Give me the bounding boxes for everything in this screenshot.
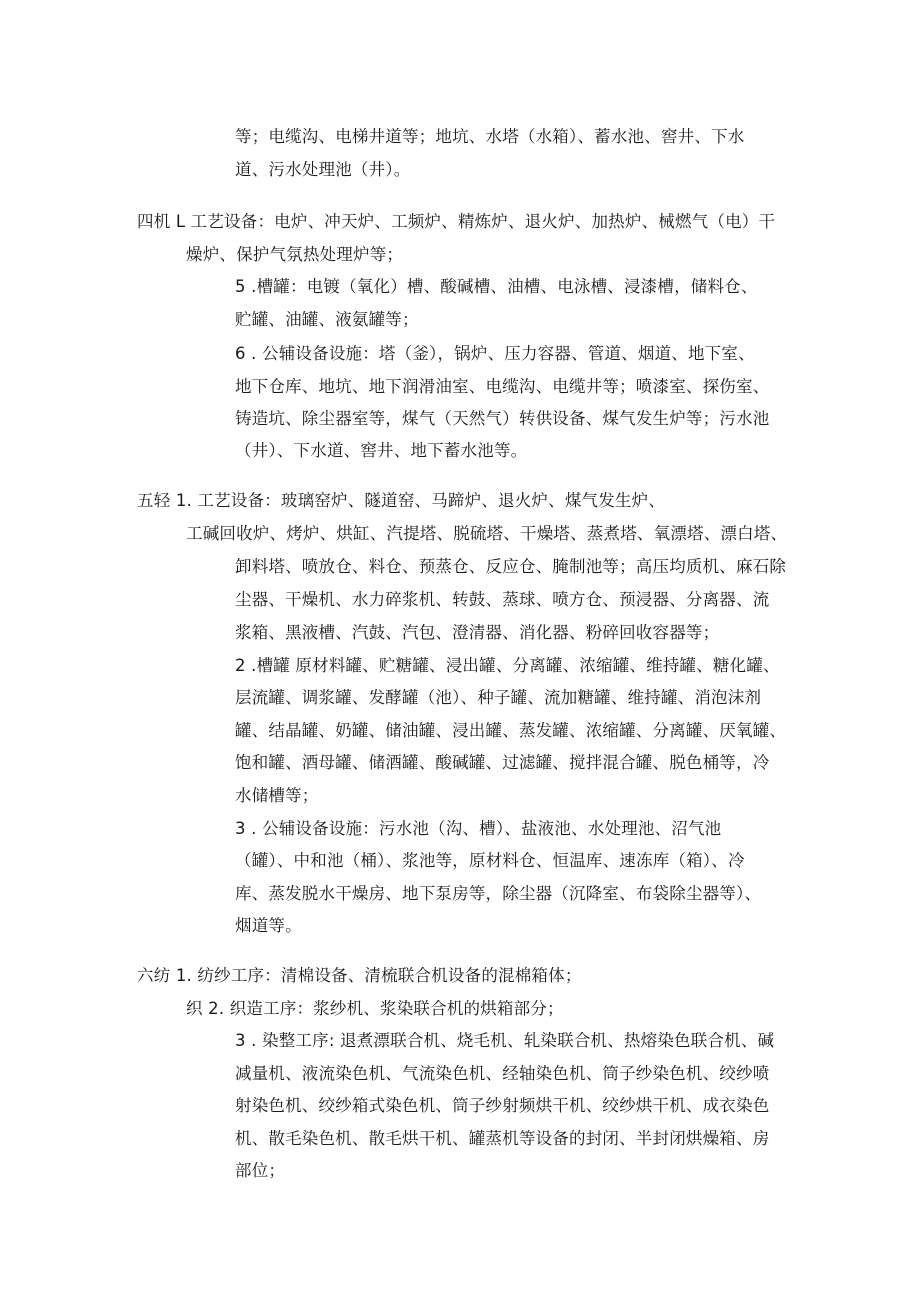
text-line: （罐）、中和池（桶）、浆池等，原材料仓、恒温库、速冻库（箱）、冷 xyxy=(235,851,745,870)
text-line: 浆箱、黑液槽、汽鼓、汽包、澄清器、消化器、粉碎回收容器等； xyxy=(235,623,720,642)
text-line: 层流罐、调浆罐、发酵罐（池）、种子罐、流加糖罐、维持罐、消泡沫剂 xyxy=(235,688,762,707)
text-line: 3 . 染整工序: 退煮漂联合机、烧毛机、轧染联合机、热熔染色联合机、碱 xyxy=(235,1031,775,1050)
text-line: 饱和罐、酒母罐、储酒罐、酸碱罐、过滤罐、搅拌混合罐、脱色桶等，冷 xyxy=(235,753,770,772)
text-line: 工碱回收炉、烤炉、烘缸、汽提塔、脱硫塔、干燥塔、蒸煮塔、氧漂塔、漂白塔、 xyxy=(186,524,788,543)
text-line: 部位； xyxy=(235,1161,286,1180)
text-line: 燥炉、保护气氛热处理炉等； xyxy=(186,245,404,264)
section-heading-line: 五轻 1. 工艺设备：玻璃窑炉、隧道窑、马蹄炉、退火炉、煤气发生炉、 xyxy=(137,491,666,510)
text-line: 3 . 公辅设备设施：污水池（沟、槽）、盐液池、水处理池、沼气池 xyxy=(235,819,722,838)
text-line: 射染色机、绞纱箱式染色机、筒子纱射频烘干机、绞纱烘干机、成衣染色 xyxy=(235,1096,770,1115)
text-line: 库、蒸发脱水干燥房、地下泵房等，除尘器（沉降室、布袋除尘器等）、 xyxy=(235,884,762,903)
text-line: 水储槽等； xyxy=(235,786,319,805)
text-line: （井）、下水道、窖井、地下蓄水池等。 xyxy=(235,441,528,460)
text-line: 烟道等。 xyxy=(235,916,302,935)
text-line: 机、散毛染色机、散毛烘干机、罐蒸机等设备的封闭、半封闭烘燥箱、房 xyxy=(235,1129,770,1148)
text-line: 尘器、干燥机、水力碎浆机、转鼓、蒸球、喷方仓、预浸器、分离器、流 xyxy=(235,590,770,609)
text-line: 卸料塔、喷放仓、料仓、预蒸仓、反应仓、腌制池等；高压均质机、麻石除 xyxy=(235,557,787,576)
text-line: 5 .槽罐：电镀（氧化）槽、酸碱槽、油槽、电泳槽、浸漆槽，储料仓、 xyxy=(235,277,758,296)
section-heading-line: 织 2. 织造工序：浆纱机、浆染联合机的烘箱部分； xyxy=(186,999,564,1018)
text-line: 道、污水处理池（井）。 xyxy=(235,160,411,179)
text-line: 6 . 公辅设备设施：塔（釜），锅炉、压力容器、管道、烟道、地下室、 xyxy=(235,344,755,363)
text-line: 地下仓库、地坑、地下润滑油室、电缆沟、电缆井等；喷漆室、探伤室、 xyxy=(235,377,770,396)
text-line: 铸造坑、除尘器室等，煤气（天然气）转供设备、煤气发生炉等；污水池 xyxy=(235,409,770,428)
section-heading-line: 四机 L 工艺设备：电炉、冲天炉、工频炉、精炼炉、退火炉、加热炉、械燃气（电）干 xyxy=(137,212,776,231)
text-line: 贮罐、油罐、液氨罐等； xyxy=(235,310,419,329)
text-line: 罐、结晶罐、奶罐、储油罐、浸出罐、蒸发罐、浓缩罐、分离罐、厌氧罐、 xyxy=(235,721,787,740)
section-heading-line: 六纺 1. 纺纱工序：清棉设备、清梳联合机设备的混棉箱体； xyxy=(137,966,582,985)
text-line: 减量机、液流染色机、气流染色机、经轴染色机、筒子纱染色机、绞纱喷 xyxy=(235,1064,770,1083)
text-line: 2 .槽罐 原材料罐、贮糖罐、浸出罐、分离罐、浓缩罐、维持罐、糖化罐、 xyxy=(235,656,780,675)
text-line: 等；电缆沟、电梯井道等；地坑、水塔（水箱）、蓄水池、窖井、下水 xyxy=(235,127,745,146)
